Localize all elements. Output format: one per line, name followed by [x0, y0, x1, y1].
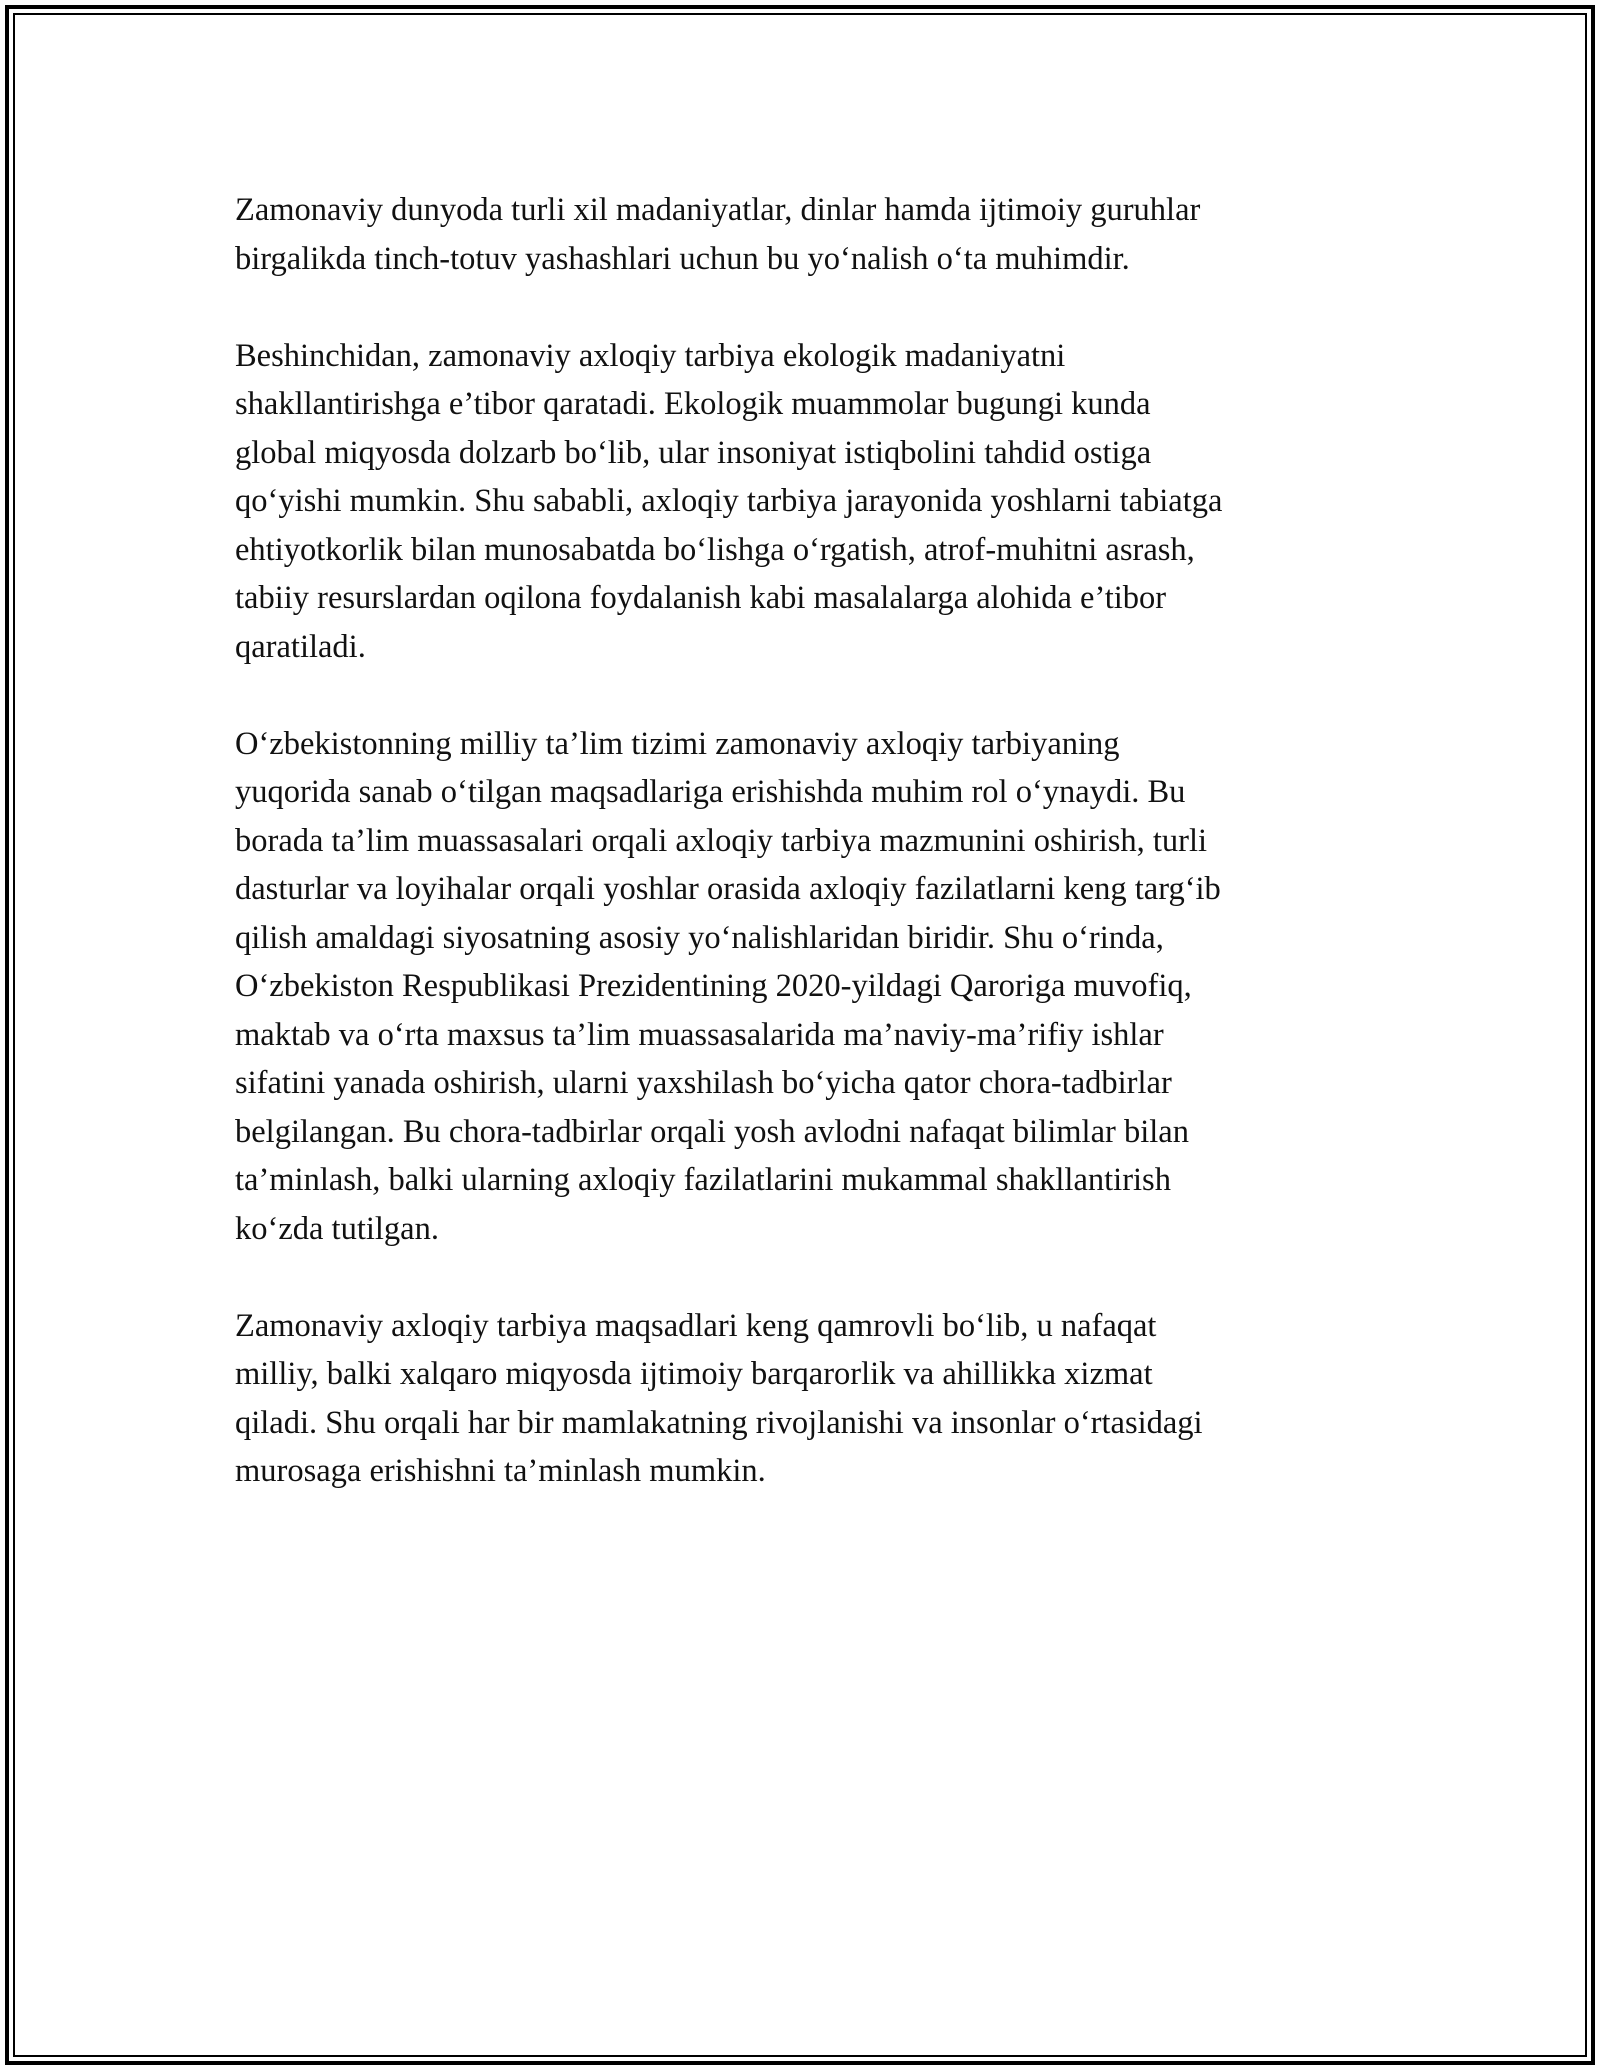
text-line: ta’minlash, balki ularning axloqiy fazilatlarini mukammal shakllantirish: [235, 1162, 1171, 1198]
text-line: qiladi. Shu orqali har bir mamlakatning rivojlanishi va insonlar oʻrtasidagi: [235, 1404, 1203, 1441]
text-line: murosaga erishishni ta’minlash mumkin.: [235, 1453, 766, 1489]
text-line: maktab va oʻrta maxsus ta’lim muassasalarida ma’naviy-ma’rifiy ishlar: [235, 1016, 1164, 1053]
text-line: milliy, balki xalqaro miqyosda ijtimoiy barqarorlik va ahillikka xizmat: [235, 1356, 1153, 1392]
paragraph-3: [235, 720, 1365, 1254]
text-line: borada ta’lim muassasalari orqali axloqiy tarbiya mazmunini oshirish, turli: [235, 822, 1208, 859]
text-line: Beshinchidan, zamonaviy axloqiy tarbiya ekologik madaniyatni: [235, 337, 1066, 374]
text-line: dasturlar va loyihalar orqali yoshlar orasida axloqiy fazilatlarni keng targʻib: [235, 871, 1221, 907]
document-body: [235, 186, 1365, 1544]
text-line: ehtiyotkorlik bilan munosabatda boʻlishga oʻrgatish, atrof-muhitni asrash,: [235, 531, 1195, 568]
text-line: sifatini yanada oshirish, ularni yaxshilash boʻyicha qator chora-tadbirlar: [235, 1065, 1172, 1101]
paragraph-2: [235, 332, 1365, 672]
text-line: Oʻzbekistonning milliy ta’lim tizimi zamonaviy axloqiy tarbiyaning: [235, 725, 1120, 762]
text-line: koʻzda tutilgan.: [235, 1210, 439, 1247]
paragraph-1: [235, 186, 1365, 283]
text-line: tabiiy resurslardan oqilona foydalanish kabi masalalarga alohida e’tibor: [235, 580, 1167, 616]
text-line: qoʻyishi mumkin. Shu sababli, axloqiy tarbiya jarayonida yoshlarni tabiatga: [235, 483, 1223, 519]
text-line: Zamonaviy dunyoda turli xil madaniyatlar, dinlar hamda ijtimoiy guruhlar: [235, 192, 1201, 228]
text-line: birgalikda tinch-totuv yashashlari uchun bu yoʻnalish oʻta muhimdir.: [235, 240, 1130, 277]
paragraph-4: [235, 1302, 1365, 1496]
text-line: Zamonaviy axloqiy tarbiya maqsadlari keng qamrovli boʻlib, u nafaqat: [235, 1307, 1157, 1344]
text-line: qilish amaldagi siyosatning asosiy yoʻnalishlaridan biridir. Shu oʻrinda,: [235, 919, 1164, 956]
text-line: global miqyosda dolzarb boʻlib, ular insoniyat istiqbolini tahdid ostiga: [235, 434, 1152, 471]
text-line: Oʻzbekiston Respublikasi Prezidentining 2020-yildagi Qaroriga muvofiq,: [235, 968, 1192, 1004]
text-line: belgilangan. Bu chora-tadbirlar orqali yosh avlodni nafaqat bilimlar bilan: [235, 1113, 1189, 1150]
text-line: shakllantirishga e’tibor qaratadi. Ekologik muammolar bugungi kunda: [235, 386, 1151, 422]
text-line: yuqorida sanab oʻtilgan maqsadlariga erishishda muhim rol oʻynaydi. Bu: [235, 774, 1186, 810]
text-line: qaratiladi.: [235, 628, 366, 665]
